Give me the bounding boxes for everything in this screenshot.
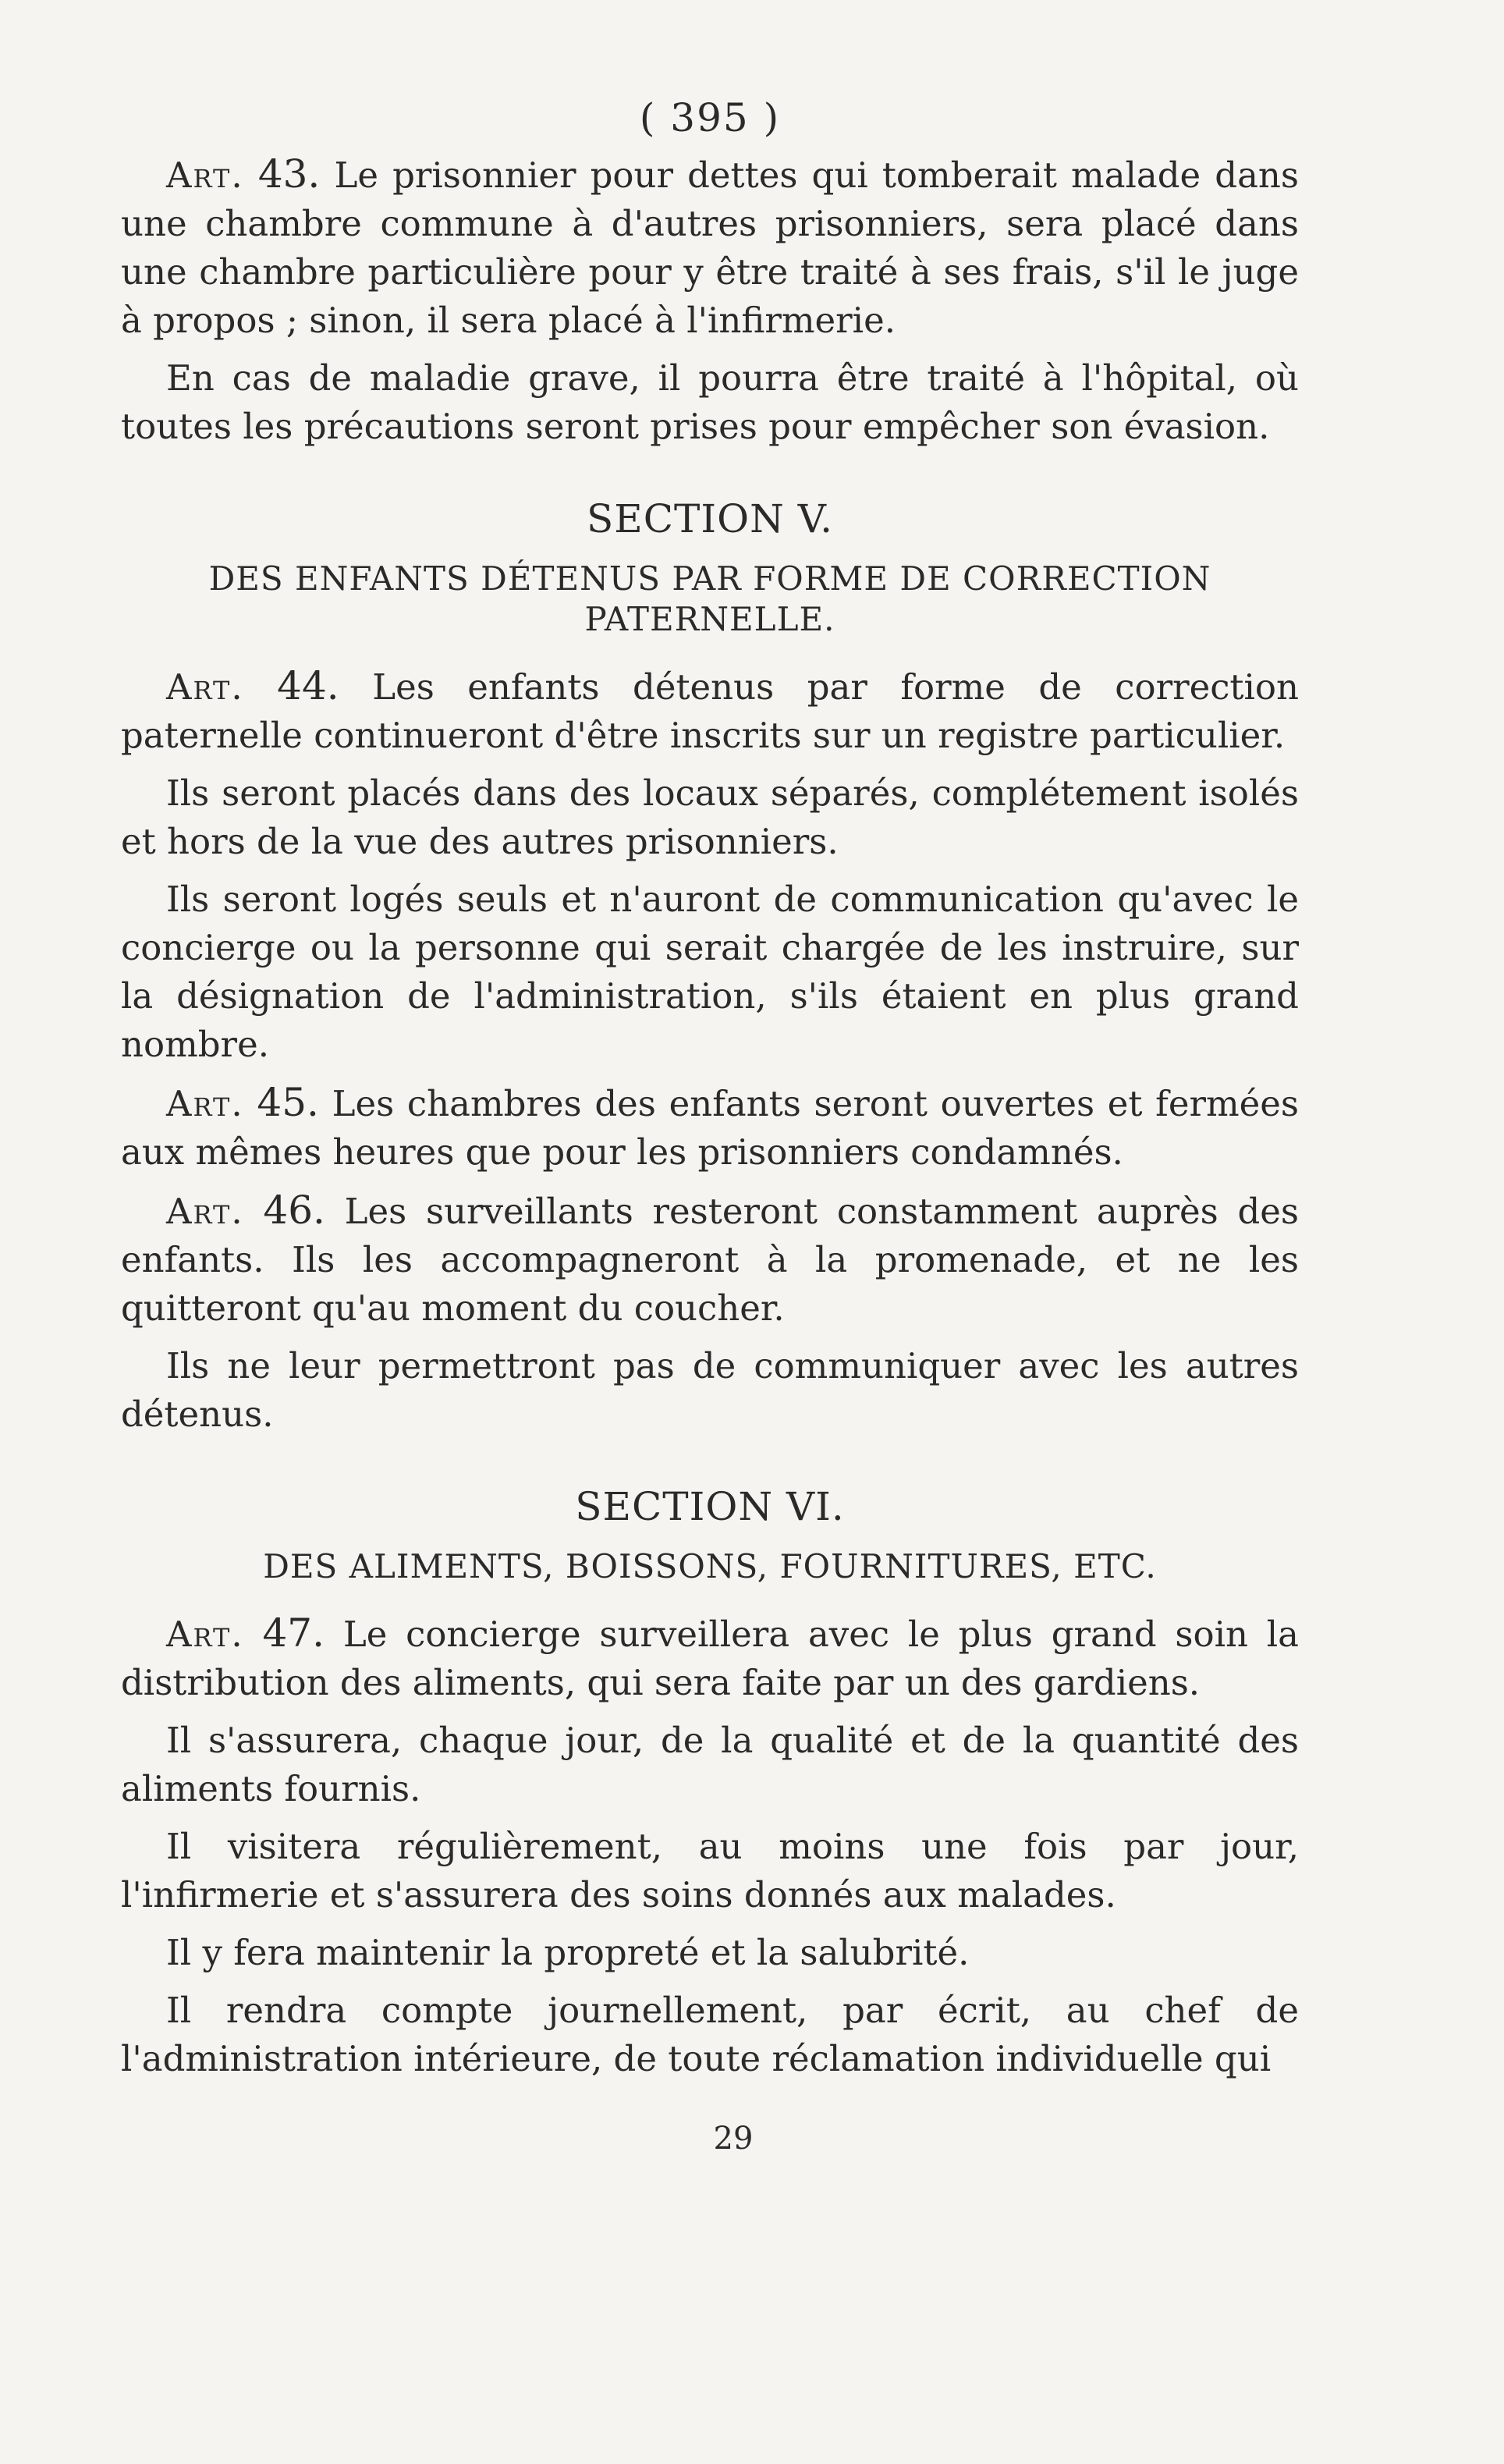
paragraph [121, 1717, 1299, 1813]
paragraph [121, 1986, 1299, 2083]
section-5-subtitle: DES ENFANTS DÉTENUS PAR FORME DE CORRECTION PATERNELLE. [208, 559, 1211, 638]
paragraph-text: Le prisonnier pour dettes qui tomberait malade dans une chambre commune à d'autres prisonniers, sera placé dans une chambre particulière pour y être traité à ses frais, s'il le juge à propos ; sinon, il sera placé à l'infirmerie. [121, 154, 1300, 341]
paragraph [121, 662, 1299, 760]
paragraphs-section-6 [121, 1609, 1299, 2083]
section-6-subtitle: DES ALIMENTS, BOISSONS, FOURNITURES, ETC. [263, 1547, 1157, 1585]
paragraph-text: En cas de maladie grave, il pourra être traité à l'hôpital, où toutes les précautions seront prises pour empêcher son évasion. [121, 357, 1299, 447]
page-number: ( 395 ) [639, 95, 781, 140]
paragraph-text: Ils seront placés dans des locaux séparés, complétement isolés et hors de la vue des autres prisonniers. [121, 772, 1299, 862]
paragraph-text: Il y fera maintenir la propreté et la salubrité. [166, 1932, 970, 1973]
paragraph-text: Il visitera régulièrement, au moins une fois par jour, l'infirmerie et s'assurera des soins donnés aux malades. [121, 1826, 1299, 1915]
paragraph-text: Ils ne leur permettront pas de communiquer avec les autres détenus. [121, 1345, 1299, 1435]
article-number: 43. [257, 151, 321, 197]
paragraph [121, 1929, 1299, 1977]
paragraph-text: Ils seront logés seuls et n'auront de communication qu'avec le concierge ou la personne qui serait chargée de les instruire, sur la désignation de l'administration, s'ils étaient en plus grand nombre. [121, 879, 1299, 1065]
article-label: Art. [166, 154, 244, 196]
article-number: 44. [277, 663, 339, 708]
paragraphs-top [121, 150, 1299, 451]
paragraph-text: Les surveillants resteront constamment auprès des enfants. Ils les accompagneront à la promenade, et ne les quitteront qu'au moment du coucher. [121, 1191, 1299, 1329]
paragraph [121, 150, 1299, 345]
paragraph [121, 1342, 1299, 1439]
paragraph [121, 1609, 1299, 1707]
paragraph-text: Il rendra compte journellement, par écrit, au chef de l'administration intérieure, de toute réclamation individuelle qui [121, 1990, 1299, 2079]
paragraph [121, 1823, 1299, 1919]
paragraph [121, 1078, 1299, 1177]
signature-mark: 29 [713, 2121, 754, 2157]
article-number: 46. [263, 1188, 325, 1233]
paragraph-text: Les enfants détenus par forme de correction paternelle continueront d'être inscrits sur un registre particulier. [121, 666, 1299, 756]
section-6-title: SECTION VI. [575, 1484, 845, 1529]
paragraph [121, 1186, 1299, 1333]
paragraph [121, 354, 1299, 451]
article-number: 45. [257, 1080, 319, 1125]
section-5-title: SECTION V. [586, 496, 833, 541]
page-text [121, 94, 1299, 2163]
article-label: Art. [166, 666, 244, 708]
paragraph [121, 769, 1299, 866]
paragraph-text: Il s'assurera, chaque jour, de la qualité et de la quantité des aliments fournis. [121, 1720, 1299, 1809]
article-number: 47. [262, 1610, 325, 1656]
article-label: Art. [166, 1191, 244, 1232]
paragraph-text: Les chambres des enfants seront ouvertes et fermées aux mêmes heures que pour les prisonniers condamnés. [121, 1083, 1299, 1173]
paragraph [121, 875, 1299, 1069]
paragraphs-section-5 [121, 662, 1299, 1439]
paragraph-text: Le concierge surveillera avec le plus grand soin la distribution des aliments, qui sera faite par un des gardiens. [121, 1614, 1299, 1703]
article-label: Art. [166, 1083, 244, 1124]
article-label: Art. [166, 1614, 244, 1655]
